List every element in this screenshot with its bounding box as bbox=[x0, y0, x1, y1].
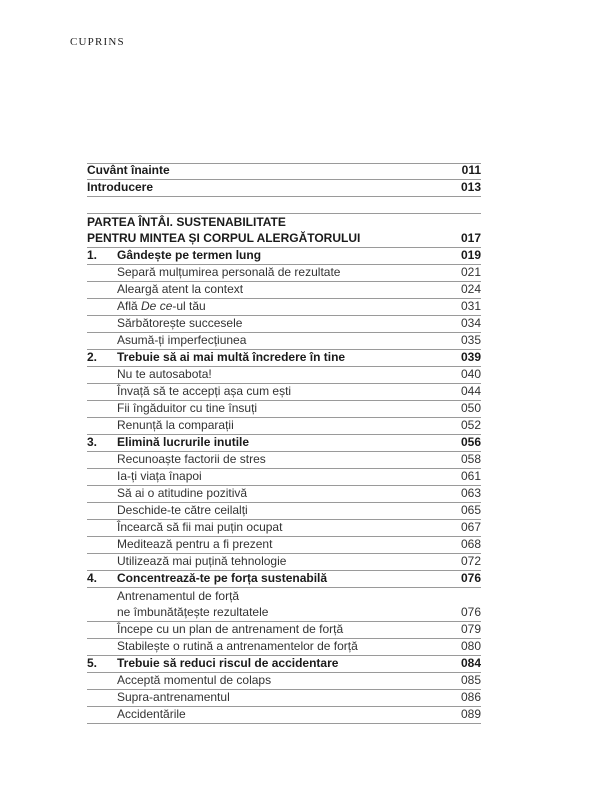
section-title: Sărbătorește succesele bbox=[117, 316, 243, 330]
section-title-part: Află bbox=[117, 299, 142, 313]
toc-section-row bbox=[87, 690, 481, 707]
section-title: Începe cu un plan de antrenament de forță bbox=[117, 622, 344, 636]
toc-chapter-row bbox=[87, 350, 481, 367]
toc-part-heading bbox=[87, 231, 481, 248]
section-title: Stabilește o rutină a antrenamentelor de forță bbox=[117, 639, 358, 653]
part-title-line1: PARTEA ÎNTÂI. SUSTENABILITATE bbox=[87, 215, 286, 229]
section-title bbox=[87, 298, 461, 315]
part-page: 017 bbox=[460, 231, 481, 245]
toc-section-row bbox=[87, 452, 481, 469]
part-title-line2: PENTRU MINTEA ȘI CORPUL ALERGĂTORULUI bbox=[87, 231, 361, 245]
chapter-number: 5. bbox=[87, 656, 98, 670]
chapter-page: 056 bbox=[460, 435, 481, 449]
section-page: 063 bbox=[460, 486, 481, 500]
toc-entry-page: 011 bbox=[461, 163, 481, 177]
toc-chapter-row bbox=[87, 571, 481, 588]
toc-section-row bbox=[87, 316, 481, 333]
section-page: 085 bbox=[460, 673, 481, 687]
toc-entry-title: Introducere bbox=[87, 180, 154, 194]
section-page: 068 bbox=[460, 537, 481, 551]
chapter-title: Concentrează-te pe forța sustenabilă bbox=[117, 571, 328, 585]
toc-chapter-row bbox=[87, 435, 481, 452]
toc-section-row bbox=[87, 673, 481, 690]
toc-section-row bbox=[87, 384, 481, 401]
section-title: Nu te autosabota! bbox=[117, 367, 212, 381]
section-title: Să ai o atitudine pozitivă bbox=[117, 486, 248, 500]
toc-section-row bbox=[87, 588, 481, 605]
toc-section-row bbox=[87, 333, 481, 350]
toc-section-row bbox=[87, 486, 481, 503]
section-page: 050 bbox=[460, 401, 481, 415]
section-title-part: -ul tău bbox=[172, 299, 206, 313]
section-title: Recunoaște factorii de stres bbox=[117, 452, 266, 466]
toc-front-row bbox=[87, 163, 481, 180]
toc-section-row bbox=[87, 282, 481, 299]
chapter-title: Trebuie să reduci riscul de accidentare bbox=[117, 656, 339, 670]
section-title: Aleargă atent la context bbox=[117, 282, 244, 296]
section-title: Renunță la comparații bbox=[117, 418, 234, 432]
chapter-number: 1. bbox=[87, 248, 98, 262]
section-page: 052 bbox=[460, 418, 481, 432]
section-page: 079 bbox=[460, 622, 481, 636]
toc-section-row bbox=[87, 707, 481, 724]
chapter-page: 019 bbox=[460, 248, 481, 262]
toc-section-row bbox=[87, 520, 481, 537]
toc-section-row bbox=[87, 639, 481, 656]
section-title: Acceptă momentul de colaps bbox=[117, 673, 272, 687]
section-page: 072 bbox=[460, 554, 481, 568]
section-title: Accidentările bbox=[117, 707, 186, 721]
section-title: Meditează pentru a fi prezent bbox=[117, 537, 273, 551]
toc-section-row bbox=[87, 554, 481, 571]
toc-front-row bbox=[87, 180, 481, 197]
toc-section-row bbox=[87, 622, 481, 639]
section-title: Fii îngăduitor cu tine însuți bbox=[117, 401, 258, 415]
toc-spacer bbox=[87, 197, 481, 214]
section-title: Învață să te accepți așa cum ești bbox=[117, 384, 292, 398]
section-page: 031 bbox=[460, 299, 481, 313]
section-page: 058 bbox=[460, 452, 481, 466]
toc-chapter-row bbox=[87, 248, 481, 265]
section-page: 044 bbox=[460, 384, 481, 398]
section-title: Utilizează mai puțină tehnologie bbox=[117, 554, 287, 568]
table-of-contents bbox=[87, 163, 481, 724]
chapter-title: Trebuie să ai mai multă încredere în tine bbox=[117, 350, 346, 364]
page-header: CUPRINS bbox=[70, 36, 125, 48]
section-title: ne îmbunătățește rezultatele bbox=[117, 605, 269, 619]
section-page: 065 bbox=[460, 503, 481, 517]
section-title: Încearcă să fii mai puțin ocupat bbox=[117, 520, 283, 534]
toc-section-row bbox=[87, 367, 481, 384]
chapter-page: 039 bbox=[460, 350, 481, 364]
chapter-number: 2. bbox=[87, 350, 98, 364]
toc-entry-page: 013 bbox=[460, 180, 481, 194]
section-page: 034 bbox=[460, 316, 481, 330]
section-page: 021 bbox=[460, 265, 481, 279]
section-page: 024 bbox=[460, 282, 481, 296]
toc-section-row bbox=[87, 418, 481, 435]
section-page: 061 bbox=[460, 469, 481, 483]
section-title: Antrenamentul de forță bbox=[117, 589, 240, 603]
section-page: 080 bbox=[460, 639, 481, 653]
section-page: 035 bbox=[460, 333, 481, 347]
chapter-number: 3. bbox=[87, 435, 98, 449]
toc-section-row bbox=[87, 537, 481, 554]
section-title: Deschide-te către ceilalți bbox=[117, 503, 248, 517]
section-title: Ia-ți viața înapoi bbox=[117, 469, 202, 483]
section-title: Asumă-ți imperfecțiunea bbox=[117, 333, 247, 347]
chapter-page: 076 bbox=[460, 571, 481, 585]
toc-section-row bbox=[87, 299, 481, 316]
toc-section-row bbox=[87, 401, 481, 418]
toc-section-row bbox=[87, 469, 481, 486]
section-title-emphasis: De ce bbox=[141, 299, 173, 313]
section-page: 076 bbox=[460, 605, 481, 619]
section-page: 086 bbox=[460, 690, 481, 704]
section-page: 040 bbox=[460, 367, 481, 381]
toc-part-heading bbox=[87, 214, 481, 231]
toc-chapter-row bbox=[87, 656, 481, 673]
section-page: 089 bbox=[460, 707, 481, 721]
chapter-title: Elimină lucrurile inutile bbox=[117, 435, 250, 449]
section-title: Supra-antrenamentul bbox=[117, 690, 230, 704]
toc-section-row bbox=[87, 503, 481, 520]
chapter-title: Gândește pe termen lung bbox=[117, 248, 262, 262]
chapter-number: 4. bbox=[87, 571, 98, 585]
toc-section-row bbox=[87, 605, 481, 622]
toc-section-row bbox=[87, 265, 481, 282]
chapter-page: 084 bbox=[460, 656, 481, 670]
toc-entry-title: Cuvânt înainte bbox=[87, 163, 170, 177]
section-title: Separă mulțumirea personală de rezultate bbox=[117, 265, 341, 279]
section-page: 067 bbox=[460, 520, 481, 534]
chapters-list bbox=[87, 248, 481, 724]
